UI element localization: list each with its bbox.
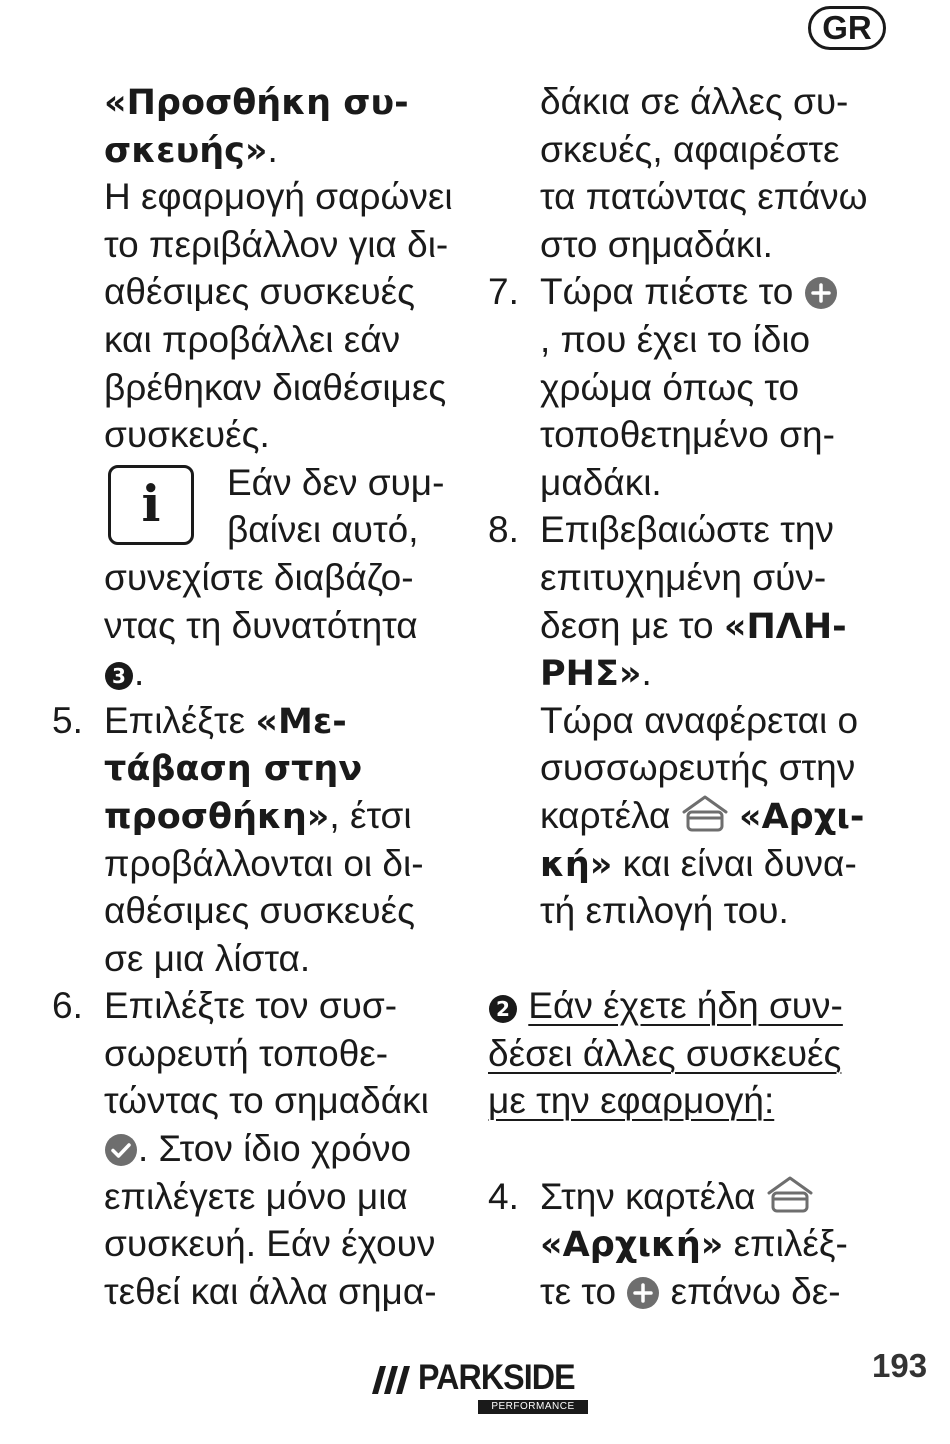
text-line: συσκευή. Εάν έχουν — [104, 1223, 436, 1265]
left-column — [52, 78, 462, 1315]
text: επάνω δε- — [660, 1270, 841, 1312]
section-heading: με την εφαρμογή: — [488, 1080, 775, 1122]
text-line: Τώρα αναφέρεται ο — [540, 699, 859, 741]
text: Τώρα πιέστε το — [540, 271, 804, 313]
bold-text: «Προσθήκη συ- — [104, 83, 409, 123]
text-line: σε μια λίστα. — [104, 937, 311, 979]
bold-text: «Αρχική» — [540, 1225, 724, 1266]
text-line: τοποθετημένο ση- — [540, 414, 835, 456]
text-line: προβάλλονται οι δι- — [104, 842, 424, 884]
text-line: μαδάκι. — [540, 461, 662, 503]
text-line: τεθεί και άλλα σημα- — [104, 1270, 437, 1312]
svg-text:2: 2 — [496, 997, 510, 1022]
text-line: επιτυχημένη σύν- — [540, 556, 827, 598]
svg-text:3: 3 — [112, 664, 126, 689]
text: Επιλέξτε — [104, 699, 256, 741]
text-line: το περιβάλλον για δι- — [104, 223, 449, 265]
text-line — [488, 602, 908, 650]
spacer — [488, 935, 908, 983]
text: επιλέξ- — [723, 1223, 848, 1265]
brand-subtitle: PERFORMANCE — [478, 1400, 588, 1414]
text-line: βρέθηκαν διαθέσιμες — [104, 366, 447, 408]
text-line: και προβάλλει εάν — [104, 318, 401, 360]
section-heading: δέσει άλλες συσκευές — [488, 1032, 842, 1074]
text-line: χρώμα όπως το — [540, 366, 800, 408]
circled-number-2-icon — [488, 994, 518, 1024]
bold-text: κή» — [540, 844, 613, 885]
text-line: τή επιλογή του. — [540, 890, 789, 932]
text: Στην καρτέλα — [540, 1175, 766, 1217]
home-icon — [766, 1175, 814, 1215]
text-line: στο σημαδάκι. — [540, 223, 773, 265]
text-line: βαίνει αυτό, — [227, 509, 419, 551]
step-number: 6. — [52, 985, 83, 1027]
step-4 — [488, 1173, 908, 1221]
text-line — [488, 1220, 908, 1268]
bold-text: «ΠΛΗ- — [723, 606, 847, 647]
text-line — [488, 840, 908, 888]
parkside-logo — [372, 1358, 592, 1418]
text-line — [52, 78, 462, 126]
text-line: Εάν δεν συμ- — [227, 461, 445, 503]
text-line: συσσωρευτής στην — [540, 747, 856, 789]
text: , έτσι — [329, 794, 412, 836]
text-line: τώντας το σημαδάκι — [104, 1080, 429, 1122]
text: Επιλέξτε τον συσ- — [104, 985, 398, 1027]
step-7 — [488, 268, 908, 316]
text-line: , που έχει το ίδιο — [540, 318, 811, 360]
text-line — [52, 744, 462, 792]
text: Επιβεβαιώστε την — [540, 509, 834, 551]
text-line: αθέσιμες συσκευές — [104, 271, 415, 313]
language-badge: GR — [808, 6, 886, 50]
bold-text: ΡΗΣ» — [540, 654, 642, 695]
text-line: αθέσιμες συσκευές — [104, 890, 415, 932]
text: τε το — [540, 1270, 627, 1312]
spacer — [488, 1125, 908, 1173]
text-line — [488, 792, 908, 840]
text: δεση με το — [540, 604, 724, 646]
plus-circle-icon — [626, 1276, 660, 1310]
section-heading-line — [488, 1077, 908, 1125]
step-6 — [52, 982, 462, 1030]
bold-text: «Με- — [255, 701, 347, 742]
text-line: ντας τη δυνατότητα — [104, 604, 418, 646]
text: . — [267, 128, 278, 170]
right-column — [488, 78, 908, 1315]
step-number: 7. — [488, 271, 519, 313]
text-line: επιλέγετε μόνο μια — [104, 1175, 408, 1217]
parkside-logo-icon — [372, 1360, 416, 1400]
step-5 — [52, 697, 462, 745]
page-number: 193 — [872, 1347, 928, 1384]
text-line: συνεχίστε διαβάζο- — [104, 556, 414, 598]
text-line: σωρευτή τοποθε- — [104, 1032, 389, 1074]
text-line — [488, 1268, 908, 1316]
home-icon — [681, 794, 729, 834]
brand-name: PARKSIDE — [418, 1358, 575, 1397]
text-line — [52, 649, 462, 697]
text-line: τα πατώντας επάνω — [540, 176, 868, 218]
check-circle-icon — [104, 1133, 138, 1167]
bold-text: «Αρχι- — [738, 796, 865, 837]
info-icon: i — [108, 465, 194, 545]
text: καρτέλα — [540, 794, 681, 836]
text-line: Η εφαρμογή σαρώνει — [104, 176, 453, 218]
text: . — [641, 652, 652, 694]
text-line: συσκευές. — [104, 414, 270, 456]
section-heading: Εάν έχετε ήδη συν- — [528, 985, 843, 1027]
section-heading-line — [488, 982, 908, 1030]
text-line — [488, 649, 908, 697]
info-note — [52, 459, 462, 554]
text: . — [134, 652, 145, 694]
bold-text: προσθήκη» — [104, 796, 330, 837]
step-number: 5. — [52, 699, 83, 741]
step-number: 8. — [488, 509, 519, 551]
circled-number-3-icon — [104, 661, 134, 691]
section-heading-line — [488, 1030, 908, 1078]
text-line — [52, 126, 462, 174]
bold-text: τάβαση στην — [104, 749, 363, 790]
text: . Στον ίδιο χρόνο — [138, 1128, 412, 1170]
step-8 — [488, 506, 908, 554]
bold-text: σκευής» — [104, 130, 268, 171]
text-line — [52, 792, 462, 840]
text-line: δάκια σε άλλες συ- — [540, 81, 849, 122]
text: και είναι δυνα- — [612, 842, 857, 884]
plus-circle-icon — [804, 276, 838, 310]
text-line — [52, 1125, 462, 1173]
step-number: 4. — [488, 1175, 519, 1217]
text-line: σκευές, αφαιρέστε — [540, 128, 840, 170]
